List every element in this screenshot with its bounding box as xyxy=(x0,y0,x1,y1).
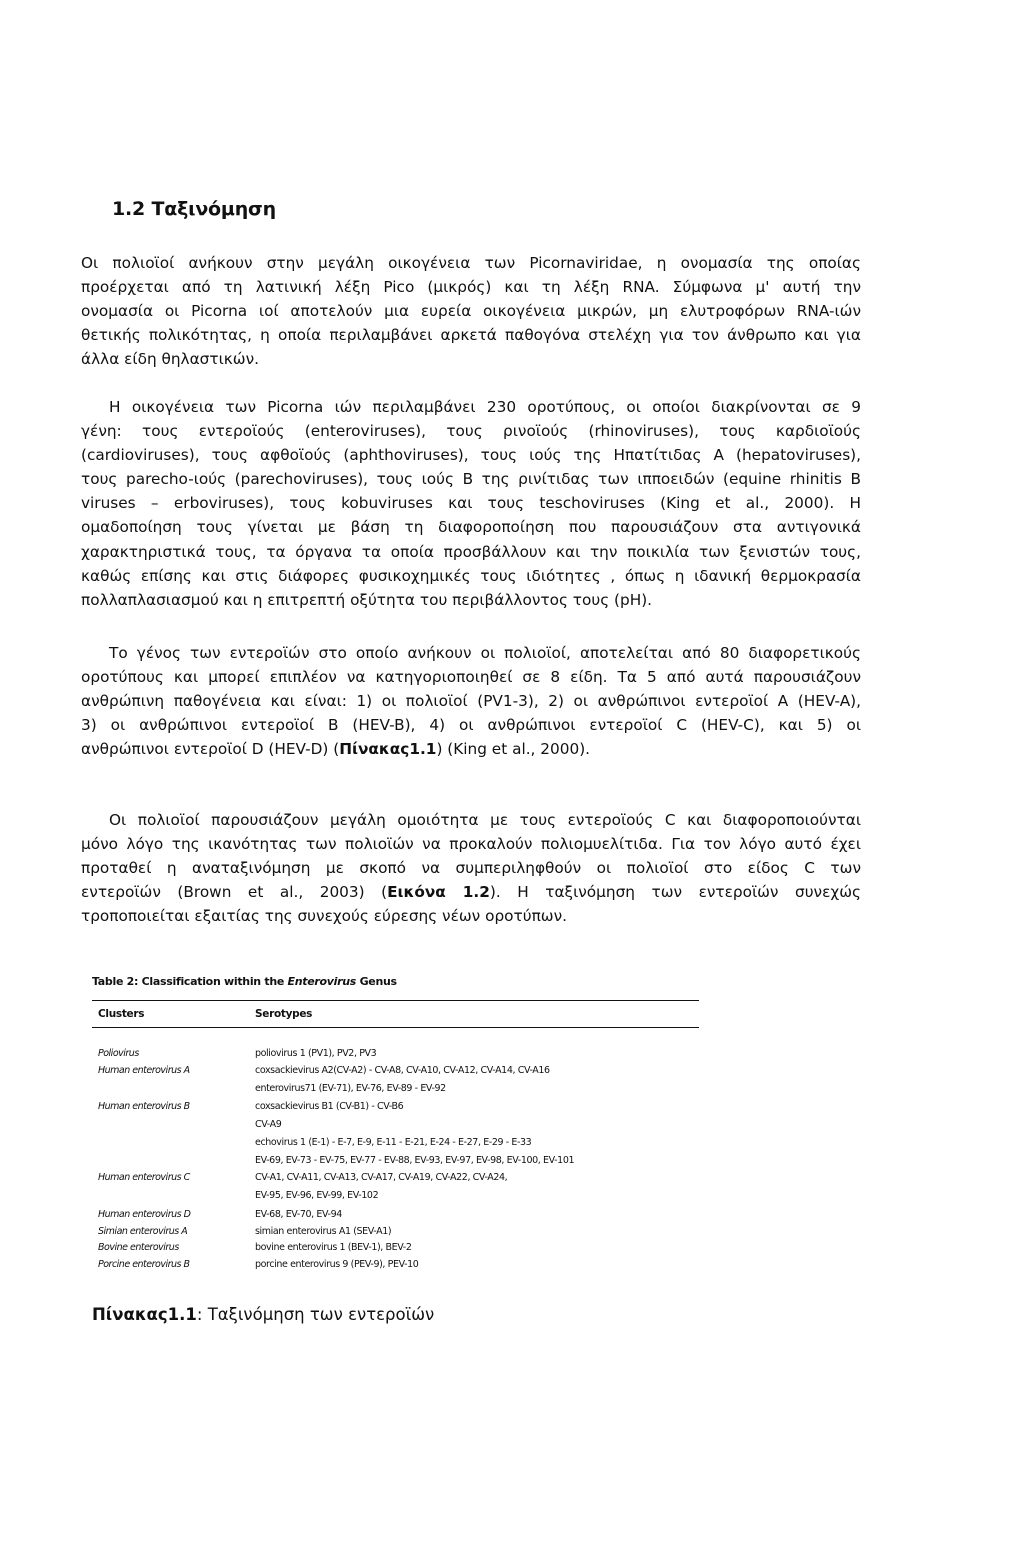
table-cell-cluster: Human enterovirus C xyxy=(98,1172,190,1183)
table-title xyxy=(92,975,397,988)
table-cell-serotype: EV-68, EV-70, EV-94 xyxy=(255,1209,342,1220)
table-title-text: Genus xyxy=(356,975,397,988)
text-line: μόνο λόγο της ικανότητας των πολιοϊών να προκαλούν πολιομυελίτιδα. Για τον λόγο αυτό έχει xyxy=(81,835,861,854)
text-line: Το γένος των εντεροϊών στο οποίο ανήκουν οι πολιοϊοί, αποτελείται από 80 διαφορετικούς xyxy=(109,644,861,662)
text-line: οροτύπους και μπορεί επιπλέον να κατηγοριοποιηθεί σε 8 είδη. Τα 5 από αυτά παρουσιάζουν xyxy=(81,668,861,687)
text-fragment: ). Η ταξινόμηση των εντεροϊών συνεχώς xyxy=(489,883,861,902)
text-fragment: ανθρώπινοι εντεροϊοί D (HEV-D) ( xyxy=(81,740,340,759)
column-header-clusters: Clusters xyxy=(98,1008,145,1020)
caption-label: Πίνακας1.1 xyxy=(92,1305,197,1324)
text-line xyxy=(81,737,861,761)
table-cell-serotype: echovirus 1 (E-1) - E-7, E-9, E-11 - E-21, E-24 - E-27, E-29 - E-33 xyxy=(255,1137,532,1148)
text-line: Οι πολιοϊοί παρουσιάζουν μεγάλη ομοιότητα με τους εντεροϊούς C και διαφοροποιούνται xyxy=(109,811,861,829)
text-line: χαρακτηριστικά τους, τα όργανα τα οποία προσβάλλουν και την ποικιλία των ξενιστών τους, xyxy=(81,542,861,561)
table-cell-cluster: Porcine enterovirus B xyxy=(98,1259,190,1270)
table-cell-serotype: coxsackievirus B1 (CV-B1) - CV-B6 xyxy=(255,1101,404,1112)
text-line: πολλαπλασιασμού και η επιτρεπτή οξύτητα του περιβάλλοντος τους (pH). xyxy=(81,590,653,609)
text-line: προέρχεται από τη λατινική λέξη Pico (μικρός) και τη λέξη RNA. Σύμφωνα μ' αυτή την xyxy=(81,278,861,297)
table-cell-serotype: EV-69, EV-73 - EV-75, EV-77 - EV-88, EV-93, EV-97, EV-98, EV-100, EV-101 xyxy=(255,1155,575,1166)
table-cell-serotype: CV-A9 xyxy=(255,1119,282,1130)
table-cell-serotype: EV-95, EV-96, EV-99, EV-102 xyxy=(255,1190,379,1201)
table-header-rule xyxy=(92,1027,699,1028)
table-cell-serotype: enterovirus71 (EV-71), EV-76, EV-89 - EV-92 xyxy=(255,1083,446,1094)
text-fragment: εντεροϊών (Brown et al., 2003) ( xyxy=(81,883,388,902)
paragraph-1 xyxy=(81,251,861,371)
text-line: προταθεί η αναταξινόμηση με σκοπό να συμπεριληφθούν οι πολιοϊοί στο είδος C των xyxy=(81,859,861,878)
paragraph-4 xyxy=(81,808,861,928)
text-line: (cardioviruses), τους αφθοϊούς (aphthoviruses), τους ιούς της Ηπατίτιδας Α (hepatoviruses), xyxy=(81,446,861,465)
table-cell-serotype: simian enterovirus A1 (SEV-A1) xyxy=(255,1226,392,1237)
text-line: ονομασία οι Picorna ιοί αποτελούν μια ευρεία οικογένεια μικρών, μη ελυτροφόρων RNA-ιών xyxy=(81,302,861,321)
table-cell-cluster: Human enterovirus B xyxy=(98,1101,190,1112)
text-fragment: ) (King et al., 2000). xyxy=(436,740,591,759)
section-heading: 1.2 Ταξινόμηση xyxy=(112,198,276,220)
caption-text: : Ταξινόμηση των εντεροϊών xyxy=(196,1305,435,1324)
paragraph-2 xyxy=(81,395,861,612)
text-line: άλλα είδη θηλαστικών. xyxy=(81,350,259,369)
table-cell-serotype: coxsackievirus A2(CV-A2) - CV-A8, CV-A10, CV-A12, CV-A14, CV-A16 xyxy=(255,1065,550,1076)
table-cell-serotype: poliovirus 1 (PV1), PV2, PV3 xyxy=(255,1048,377,1059)
text-line: τροποποιείται εξαιτίας της συνεχούς εύρεσης νέων οροτύπων. xyxy=(81,907,567,926)
text-line xyxy=(81,880,861,904)
table-caption xyxy=(92,1305,434,1324)
text-line: Η οικογένεια των Picorna ιών περιλαμβάνει 230 οροτύπους, οι οποίοι διακρίνονται σε 9 xyxy=(109,398,861,416)
table-reference: Πίνακας1.1 xyxy=(339,740,437,759)
table-top-rule xyxy=(92,1000,699,1001)
table-cell-serotype: porcine enterovirus 9 (PEV-9), PEV-10 xyxy=(255,1259,419,1270)
text-line: τους parecho-ιούς (parechoviruses), τους ιούς Β της ρινίτιδας των ιπποειδών (equine rhinitis B xyxy=(81,470,861,489)
table-cell-serotype: CV-A1, CV-A11, CV-A13, CV-A17, CV-A19, CV-A22, CV-A24, xyxy=(255,1172,508,1183)
text-line: viruses – erboviruses), τους kobuviruses και τους teschoviruses (King et al., 2000). Η xyxy=(81,494,861,513)
table-cell-cluster: Human enterovirus A xyxy=(98,1065,190,1076)
text-line: ομαδοποίηση τους γίνεται με βάση τη διαφοροποίηση που παρουσιάζουν στα αντιγονικά xyxy=(81,518,861,537)
table-cell-cluster: Human enterovirus D xyxy=(98,1209,191,1220)
text-line: 3) οι ανθρώπινοι εντεροϊοί Β (HEV-B), 4) οι ανθρώπινοι εντεροϊοί C (HEV-C), και 5) οι xyxy=(81,716,861,735)
text-line: καθώς επίσης και στις διάφορες φυσικοχημικές τους ιδιότητες , όπως η ιδανική θερμοκρασία xyxy=(81,566,861,585)
text-line: Οι πολιοϊοί ανήκουν στην μεγάλη οικογένεια των Picornaviridae, η ονομασία της οποίας xyxy=(81,254,861,272)
figure-reference: Εικόνα 1.2 xyxy=(387,883,490,902)
table-cell-cluster: Bovine enterovirus xyxy=(98,1242,179,1253)
table-title-italic: Enterovirus xyxy=(287,975,357,988)
table-title-text: Table 2: Classification within the xyxy=(92,975,288,988)
text-line: ανθρώπινη παθογένεια και είναι: 1) οι πολιοϊοί (PV1-3), 2) οι ανθρώπινοι εντεροϊοί Α (HEV-A), xyxy=(81,692,861,711)
table-cell-cluster: Simian enterovirus A xyxy=(98,1226,188,1237)
text-line: θετικής πολικότητας, η οποία περιλαμβάνει αρκετά παθογόνα στελέχη για τον άνθρωπο και για xyxy=(81,326,861,345)
column-header-serotypes: Serotypes xyxy=(255,1008,313,1020)
table-cell-cluster: Poliovirus xyxy=(98,1048,139,1059)
text-line: γένη: τους εντεροϊούς (enteroviruses), τους ρινοϊούς (rhinoviruses), τους καρδιοϊούς xyxy=(81,422,861,441)
table-cell-serotype: bovine enterovirus 1 (BEV-1), BEV-2 xyxy=(255,1242,412,1253)
paragraph-3 xyxy=(81,641,861,761)
